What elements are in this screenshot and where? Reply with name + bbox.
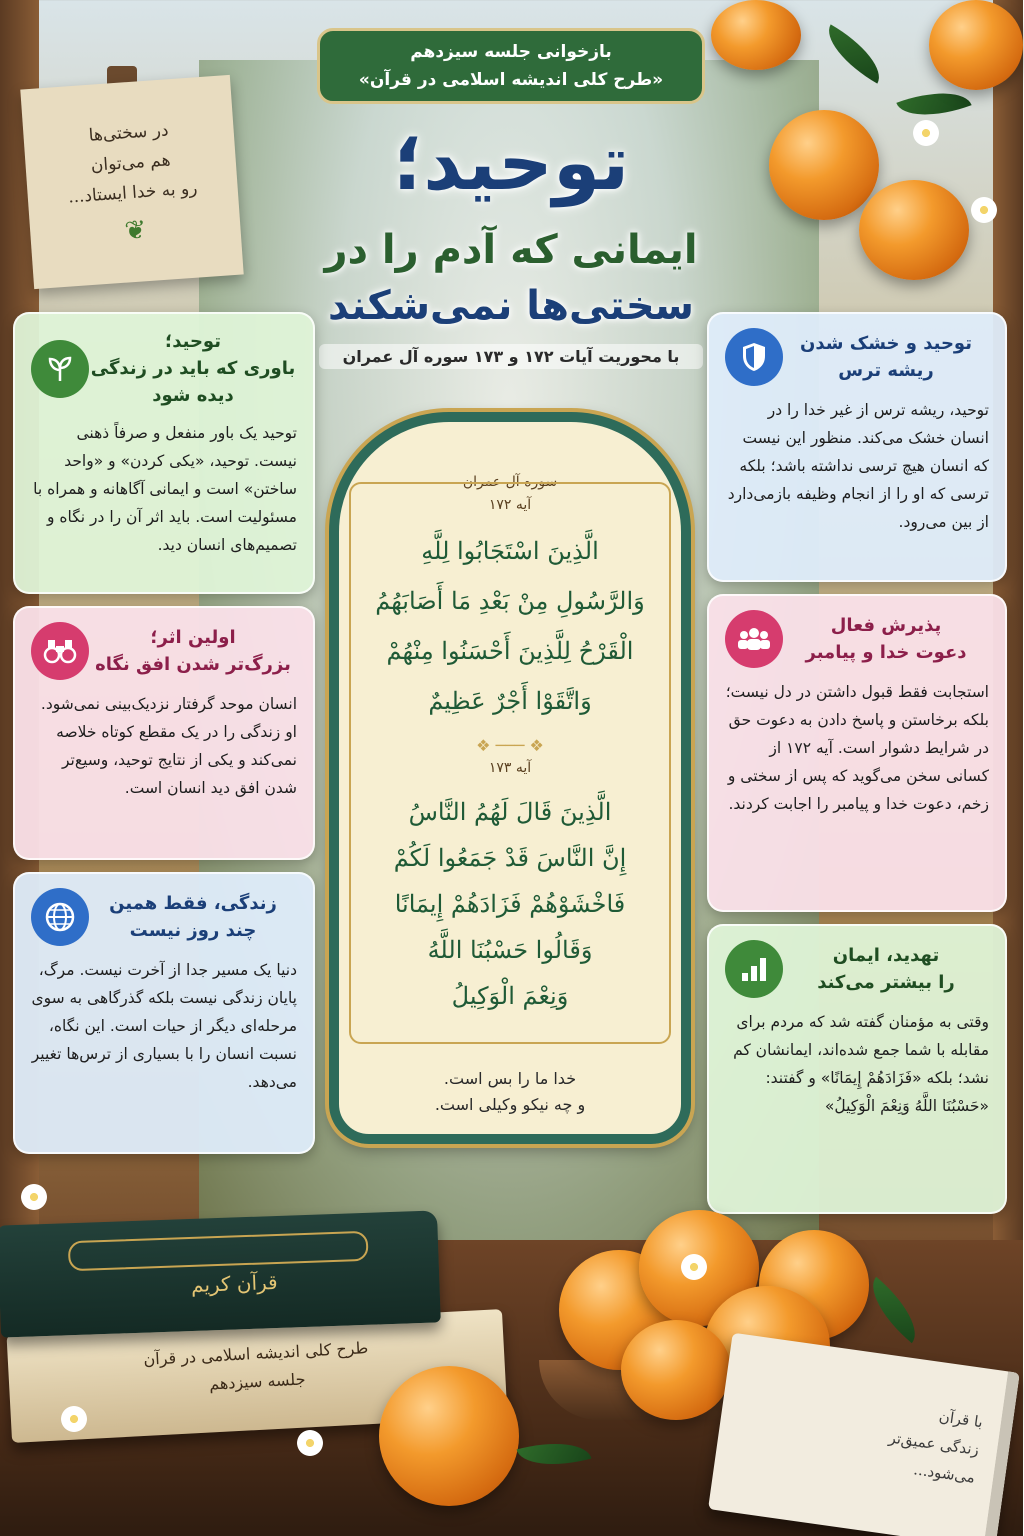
verse-line: إِنَّ النَّاسَ قَدْ جَمَعُوا لَكُمْ [394, 844, 628, 872]
verse-line: وَنِعْمَ الْوَكِيلُ [452, 982, 570, 1010]
page-subtitle-line2: سختی‌ها نمی‌شکند [329, 283, 695, 329]
notebook-line: می‌شود... [913, 1460, 978, 1487]
book-quran-label: قرآن کریم [191, 1269, 280, 1297]
orange-fruit [712, 0, 802, 70]
translation-line: خدا ما را بس است. [444, 1069, 578, 1088]
ayah-number-172: آیه ۱۷۲ [489, 497, 533, 513]
card-life-not-short [14, 872, 316, 1154]
verse-line: فَاخْشَوْهُمْ فَزَادَهُمْ إِيمَانًا [395, 890, 627, 918]
verse-line: وَاتَّقَوْا أَجْرٌ عَظِيمٌ [429, 687, 593, 715]
card-header [726, 610, 990, 668]
book-title-line: طرح کلی اندیشه اسلامی در قرآن [143, 1338, 370, 1369]
card-title-line: ریشه ترس [839, 360, 935, 381]
card-header [32, 622, 298, 680]
page-title: توحید؛ [393, 118, 631, 207]
blossom-decoration [20, 1182, 50, 1212]
card-title-line: را بیشتر می‌کند [818, 972, 956, 993]
card-header [726, 940, 990, 998]
card-title-line: اولین اثر؛ [151, 627, 237, 648]
card-active-acceptance [708, 594, 1008, 912]
verse-line: وَالرَّسُولِ مِنْ بَعْدِ مَا أَصَابَهُمُ [376, 587, 646, 615]
card-body: وقتی به مؤمنان گفته شد که مردم برای مقابله با شما جمع شده‌اند، ایمانشان کم نشد؛ بلکه «فَزَادَهُمْ إِيمَانًا» و گفتند: «حَسْبُنَا اللَّهُ وَنِعْمَ الْوَكِيلُ» [734, 1013, 990, 1115]
bar-chart-icon [726, 940, 784, 998]
card-body: توحید، ریشه ترس از غیر خدا را در انسان خشک می‌کند. منظور این نیست که انسان هیچ ترسی نداشته باشد؛ بلکه ترسی که او را از انجام وظیفه بازمی‌دارد از بین می‌رود. [728, 401, 990, 531]
page-subtitle-line1: ایمانی که آدم را در [325, 227, 699, 273]
card-body: دنیا یک مسیر جدا از آخرت نیست. مرگ، پایان زندگی نیست بلکه گذرگاهی به سوی مرحله‌ای دیگر از حیات است. این نگاه، نسبت انسان را با بسیاری از ترس‌ها تغییر می‌دهد. [32, 961, 298, 1091]
card-title [784, 612, 990, 666]
card-title [90, 328, 298, 409]
notebook-text [776, 1381, 986, 1492]
card-body: انسان موحد گرفتار نزدیک‌بینی نمی‌شود. او زندگی را در یک مقطع کوتاه خلاصه نمی‌کند و یکی از نتایج توحید، وسیع‌تر شدن افق دید انسان است. [41, 695, 298, 797]
card-body: توحید یک باور منفعل و صرفاً ذهنی نیست. توحید، «یکی کردن» و «واحد ساختن» است و ایمانی آگاهانه و همراه با مسئولیت است. باید اثر آن را در نگاه و تصمیم‌های انسان دید. [34, 424, 298, 554]
sprout-icon [32, 340, 90, 398]
card-title-line: پذیرش فعال [831, 615, 943, 636]
verses-axis-note: با محوریت آیات ۱۷۲ و ۱۷۳ سوره آل عمران [320, 344, 704, 369]
notebook-line: با قرآن [938, 1407, 986, 1432]
translation-line: و چه نیکو وکیلی است. [435, 1095, 587, 1114]
note-line: هم می‌توان [91, 150, 173, 176]
orange-fruit [622, 1320, 732, 1420]
card-header [32, 328, 298, 409]
card-title [90, 890, 298, 944]
orange-fruit [930, 0, 1024, 90]
card-title-line: توحید؛ [166, 331, 222, 352]
verse-line: الَّذِينَ اسْتَجَابُوا لِلَّهِ [422, 537, 600, 565]
orange-fruit [380, 1366, 520, 1506]
card-title-line: بزرگ‌تر شدن افق نگاه [96, 654, 292, 675]
card-title-line: دیده شود [153, 385, 235, 406]
hanging-note [21, 75, 244, 289]
verse-line: الَّذِينَ قَالَ لَهُمُ النَّاسُ [409, 798, 613, 826]
verse-173 [358, 789, 664, 1019]
verse-translation [360, 1066, 662, 1118]
blossom-decoration [60, 1404, 90, 1434]
card-title-line: دعوت خدا و پیامبر [806, 642, 968, 663]
card-header [726, 328, 990, 386]
card-threat-faith [708, 924, 1008, 1214]
card-title-line: تهدید، ایمان [833, 945, 941, 966]
verse-line: الْقَرْحُ لِلَّذِينَ أَحْسَنُوا مِنْهُمْ [387, 637, 635, 665]
note-line: در سختی‌ها [89, 120, 171, 146]
card-title-line: زندگی، فقط همین [110, 893, 278, 914]
card-body: استجابت فقط قبول داشتن در دل نیست؛ بلکه برخاستن و پاسخ دادن به دعوت حق در شرایط دشوار است. آیه ۱۷۲ از کسانی سخن می‌گوید که پس از سختی و زخم، دعوت خدا و پیامبر را اجابت کردند. [726, 683, 990, 813]
shield-icon [726, 328, 784, 386]
quran-verse-scroll [330, 412, 692, 1144]
card-title-line: توحید و خشک شدن [801, 333, 973, 354]
session-badge-line1: بازخوانی جلسه سیزدهم [411, 42, 613, 62]
verse-172 [358, 526, 664, 726]
page-subtitle [250, 222, 774, 334]
verse-line: وَقَالُوا حَسْبُنَا اللَّهُ [428, 936, 594, 964]
surah-name: سوره آل عمران [463, 474, 559, 490]
blossom-decoration [912, 118, 942, 148]
note-line: رو به خدا ایستاد... [68, 178, 199, 208]
card-tawhid-belief [14, 312, 316, 594]
card-title-line: باوری که باید در زندگی [91, 358, 297, 379]
book-ornament [69, 1231, 370, 1271]
blossom-decoration [970, 195, 1000, 225]
ornament-divider: ❖ ─── ❖ [477, 736, 545, 755]
globe-icon [32, 888, 90, 946]
card-first-effect [14, 606, 316, 860]
card-header [32, 888, 298, 946]
card-title [90, 624, 298, 678]
card-fear-root [708, 312, 1008, 582]
book-title-line: جلسه سیزدهم [209, 1369, 307, 1394]
leaf-decoration [818, 24, 893, 83]
orange-fruit [770, 110, 880, 220]
notebook-line: زندگی عمیق‌تر [888, 1428, 982, 1459]
orange-fruit [860, 180, 970, 280]
session-badge-line2: «طرح کلی اندیشه اسلامی در قرآن» [359, 70, 665, 90]
book-quran [0, 1210, 442, 1337]
session-badge [318, 28, 706, 104]
sprig-icon: ❦ [124, 215, 149, 247]
blossom-decoration [296, 1428, 326, 1458]
binoculars-icon [32, 622, 90, 680]
group-icon [726, 610, 784, 668]
card-title [784, 942, 990, 996]
card-title [784, 330, 990, 384]
card-title-line: چند روز نیست [130, 920, 258, 941]
blossom-decoration [680, 1252, 710, 1282]
ayah-number-173: آیه ۱۷۳ [489, 760, 533, 776]
